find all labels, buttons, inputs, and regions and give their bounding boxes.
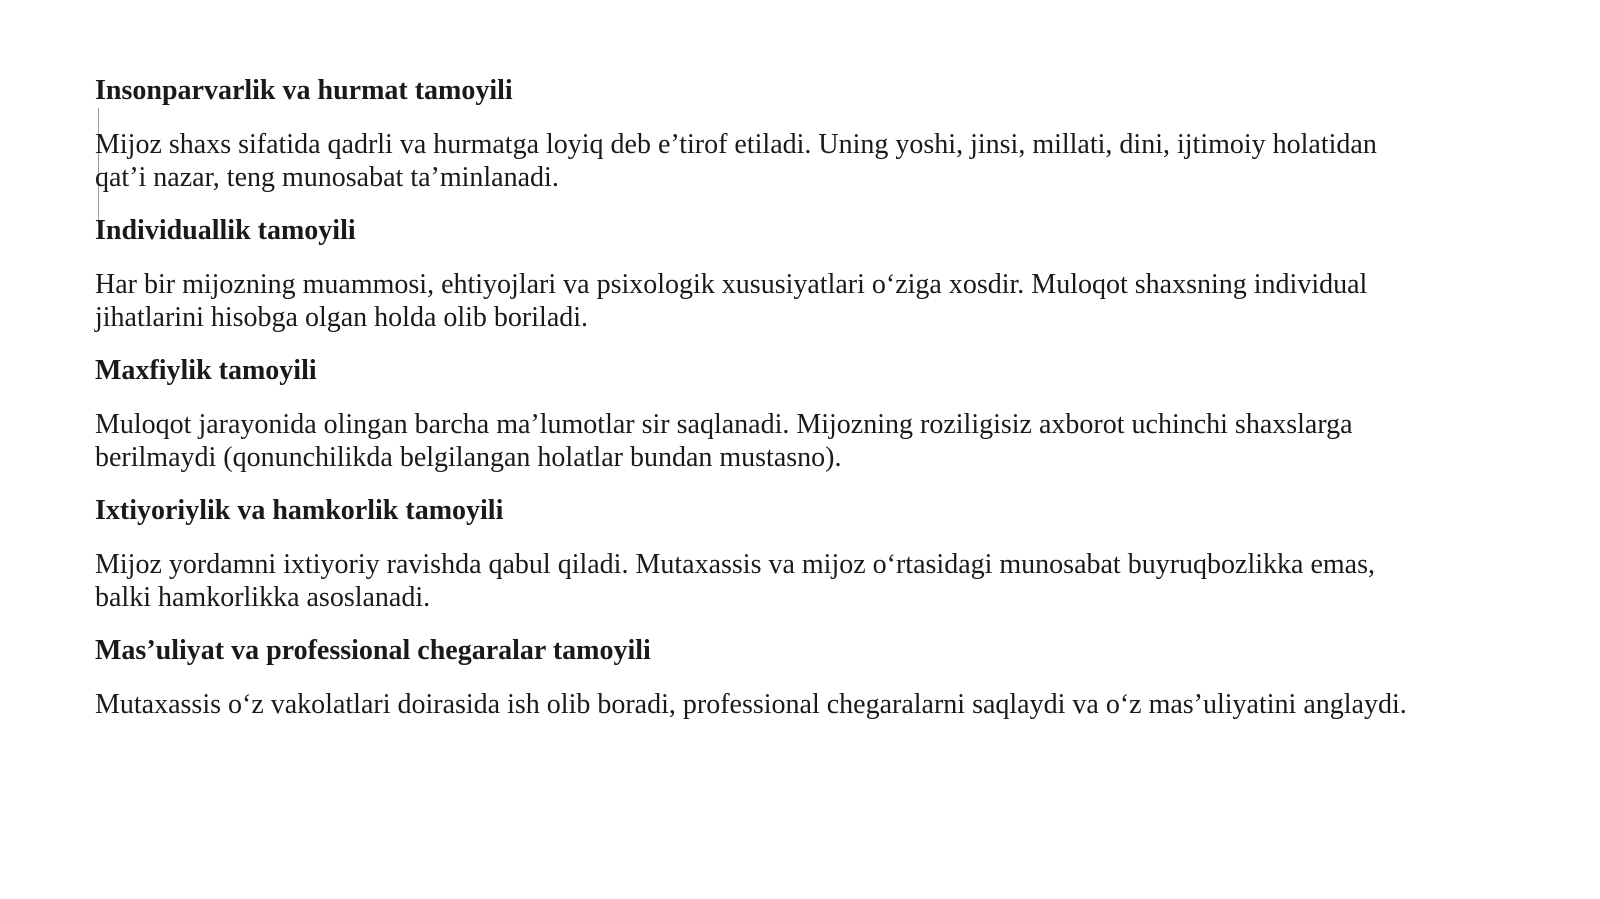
section-heading: Maxfiylik tamoyili [95,355,317,386]
section-confidentiality [95,354,1415,474]
section-paragraph: Muloqot jarayonida olingan barcha ma’lumotlar sir saqlanadi. Mijozning roziligisiz axborot uchinchi shaxslarga berilmaydi (qonunchilikda belgilangan holatlar bundan mustasno). [95,409,1353,473]
section-paragraph: Mijoz shaxs sifatida qadrli va hurmatga loyiq deb e’tirof etiladi. Uning yoshi, jinsi, millati, dini, ijtimoiy holatidan qat’i nazar, teng munosabat ta’minlanadi. [95,129,1377,193]
section-heading: Mas’uliyat va professional chegaralar tamoyili [95,635,651,666]
section-heading: Insonparvarlik va hurmat tamoyili [95,75,513,106]
section-humanism [95,74,1415,194]
section-heading: Ixtiyoriylik va hamkorlik tamoyili [95,495,504,526]
section-heading: Individuallik tamoyili [95,215,356,246]
section-paragraph: Mutaxassis o‘z vakolatlari doirasida ish olib boradi, professional chegaralarni saqlaydi va o‘z mas’uliyatini anglaydi. [95,689,1407,720]
section-paragraph: Mijoz yordamni ixtiyoriy ravishda qabul qiladi. Mutaxassis va mijoz o‘rtasidagi munosabat buyruqbozlikka emas, balki hamkorlikka asoslanadi. [95,549,1375,613]
section-voluntariness [95,494,1415,614]
section-responsibility [95,634,1415,722]
section-paragraph: Har bir mijozning muammosi, ehtiyojlari va psixologik xususiyatlari o‘ziga xosdir. Muloqot shaxsning individual jihatlarini hisobga olgan holda olib boriladi. [95,269,1368,333]
document-body[interactable] [95,74,1415,742]
section-individuality [95,214,1415,334]
